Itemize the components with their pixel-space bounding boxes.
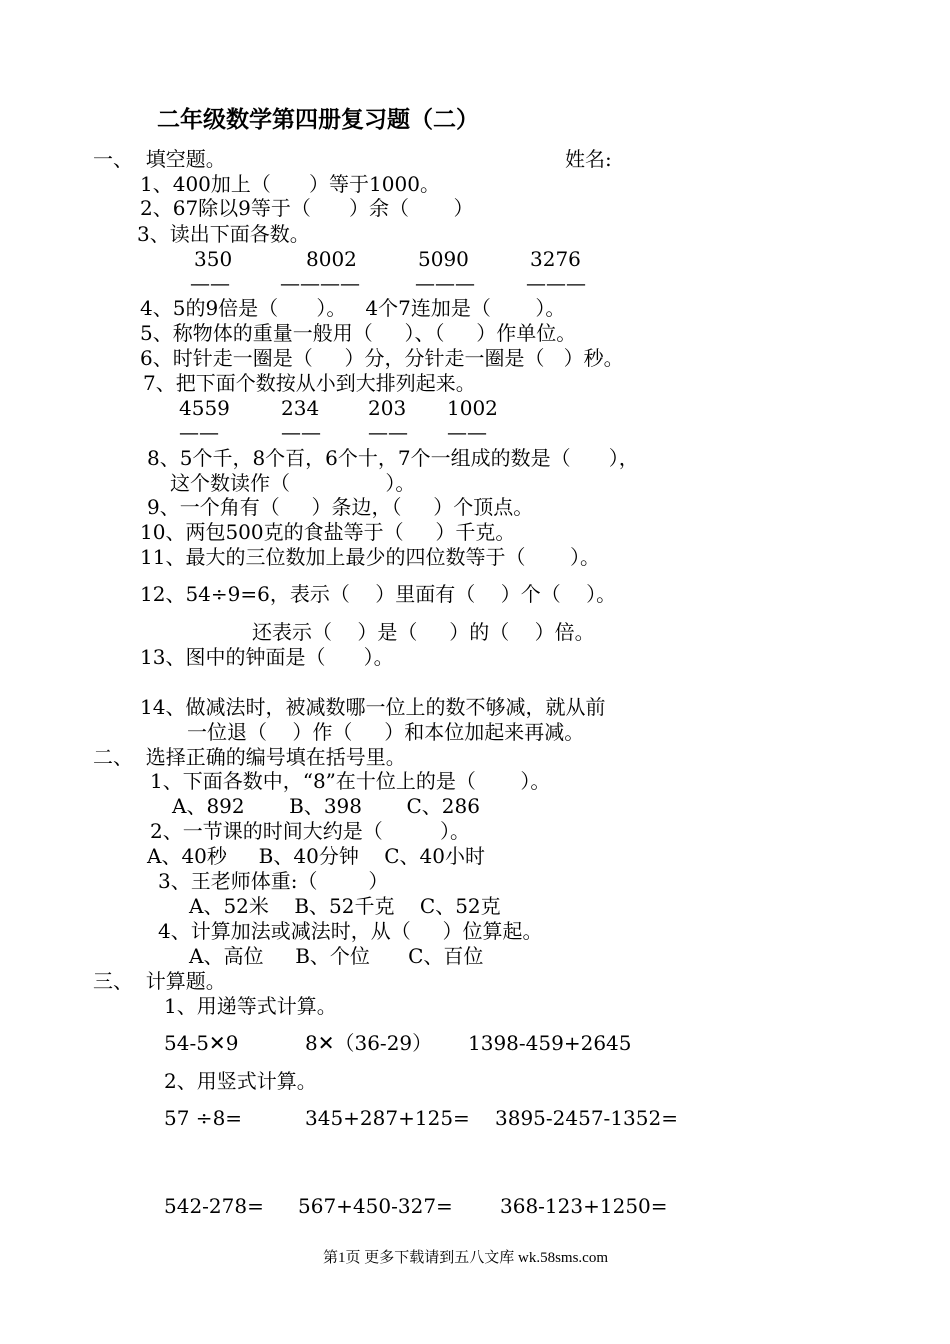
number-350: 350 [194,247,233,271]
question-2-1: 1、下面各数中，“8”在十位上的是（ ）。 [150,769,551,793]
question-1-8: 8、5个千，8个百，6个十，7个一组成的数是（ ）， [147,446,639,470]
question-1-3: 3、读出下面各数。 [137,222,310,246]
number-4559: 4559 [179,396,230,420]
expression: 8✕（36-29） [305,1031,433,1055]
name-label: 姓名: [565,147,612,171]
expression: 345+287+125= [305,1106,470,1130]
section1-heading: 一、 填空题。 [93,147,226,171]
expression: 368-123+1250= [500,1194,668,1218]
answer-line: —— [447,420,487,444]
number-234: 234 [281,396,320,420]
answer-line: —— [281,420,321,444]
question-1-4: 4、5的9倍是（ ）。 4个7连加是（ ）。 [140,296,566,320]
page-footer: 第1页 更多下载请到五八文库 wk.58sms.com [323,1250,609,1266]
question-1-12: 12、54÷9=6，表示（ ）里面有（ ）个（ ）。 [140,582,617,606]
question-1-2: 2、67除以9等于（ ）余（ ） [140,196,474,220]
question-1-10: 10、两包500克的食盐等于（ ）千克。 [140,520,516,544]
expression: 57 ÷8= [164,1106,243,1130]
question-1-13: 13、图中的钟面是（ ）。 [140,645,394,669]
answer-line: ———— [280,271,360,295]
expression: 542-278= [164,1194,264,1218]
number-3276: 3276 [530,247,581,271]
question-1-12-continued: 还表示（ ）是（ ）的（ ）倍。 [252,620,595,644]
question-2-4: 4、计算加法或减法时，从（ ）位算起。 [158,919,543,943]
number-8002: 8002 [306,247,357,271]
expression: 3895-2457-1352= [495,1106,678,1130]
subsection-3-1: 1、用递等式计算。 [164,994,337,1018]
question-2-2-options: A、40秒 B、40分钟 C、40小时 [147,844,486,868]
section3-heading: 三、 计算题。 [93,969,226,993]
question-1-14: 14、做减法时，被减数哪一位上的数不够减，就从前 [140,695,606,719]
question-2-2: 2、一节课的时间大约是（ ）。 [150,819,470,843]
answer-line: —— [190,271,230,295]
answer-line: ——— [415,271,475,295]
number-203: 203 [368,396,407,420]
question-1-7: 7、把下面个数按从小到大排列起来。 [143,371,476,395]
expression: 1398-459+2645 [468,1031,632,1055]
question-1-1: 1、400加上（ ）等于1000。 [140,172,440,196]
question-1-11: 11、最大的三位数加上最少的四位数等于（ ）。 [140,545,600,569]
question-1-5: 5、称物体的重量一般用（ ）、（ ）作单位。 [140,321,577,345]
number-5090: 5090 [418,247,469,271]
question-2-1-options: A、892 B、398 C、286 [172,794,480,818]
answer-line: —— [179,420,219,444]
question-1-14-continued: 一位退（ ）作（ ）和本位加起来再减。 [187,720,585,744]
answer-line: ——— [526,271,586,295]
answer-line: —— [368,420,408,444]
question-2-3-options: A、52米 B、52千克 C、52克 [189,894,501,918]
page-title: 二年级数学第四册复习题（二） [157,106,479,133]
expression: 54-5✕9 [164,1031,239,1055]
number-1002: 1002 [447,396,498,420]
question-1-8-continued: 这个数读作（ ）。 [170,471,416,495]
question-2-3: 3、王老师体重:（ ） [158,869,389,893]
subsection-3-2: 2、用竖式计算。 [164,1069,317,1093]
question-1-6: 6、时针走一圈是（ ）分，分针走一圈是（ ）秒。 [140,346,624,370]
section2-heading: 二、 选择正确的编号填在括号里。 [93,745,406,769]
expression: 567+450-327= [298,1194,453,1218]
question-2-4-options: A、高位 B、个位 C、百位 [189,944,484,968]
question-1-9: 9、一个角有（ ）条边，（ ）个顶点。 [147,495,534,519]
